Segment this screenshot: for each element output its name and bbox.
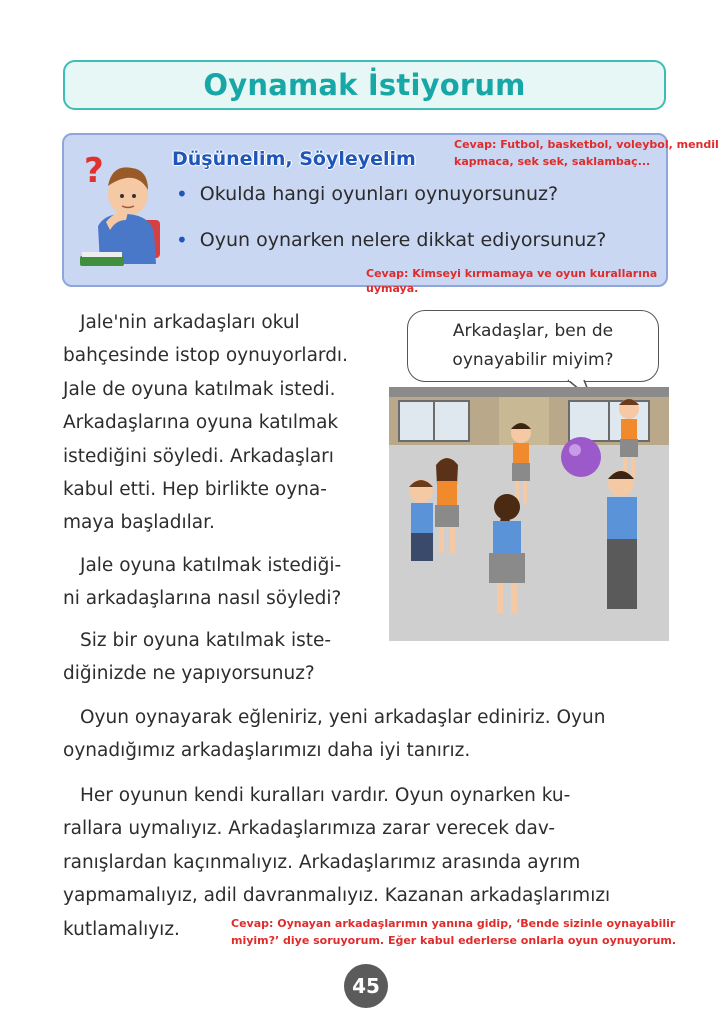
answer-2 — [366, 266, 657, 296]
question-mark-icon: ? — [84, 151, 104, 191]
question-2-text — [63, 624, 331, 691]
page-title: Oynamak İstiyorum — [203, 68, 526, 102]
question-bullet-2 — [176, 228, 606, 252]
text-line: istediğini söyledi. Arkadaşları — [63, 445, 334, 467]
answer-line: Cevap: Oynayan arkadaşlarımın yanına gidip, ‘Bende sizinle oynayabilir — [231, 917, 676, 930]
playground-illustration — [389, 387, 669, 641]
text-line: diğinizde ne yapıyorsunuz? — [63, 663, 315, 685]
answer-line: miyim?’ diye soruyorum. Eğer kabul ederlerse onlarla oyun oynuyorum. — [231, 934, 677, 947]
text-line: Jale oyuna katılmak istediği- — [80, 555, 342, 576]
think-heading: Düşünelim, Söyleyelim — [172, 148, 416, 170]
text-line: ni arkadaşlarına nasıl söyledi? — [63, 588, 342, 610]
text-line: bahçesinde istop oynuyorlardı. — [63, 345, 348, 367]
question-bullet-1 — [176, 182, 558, 206]
text-line: Oyun oynayarak eğleniriz, yeni arkadaşlar ediniriz. Oyun — [80, 707, 606, 728]
answer-1 — [454, 136, 719, 170]
speech-bubble — [407, 310, 659, 382]
text-line: Jale de oyuna katılmak istedi. — [63, 378, 336, 400]
text-line: Siz bir oyuna katılmak iste- — [80, 630, 332, 651]
answer-line: Cevap: Futbol, basketbol, voleybol, mendil — [454, 138, 719, 151]
text-line: maya başladılar. — [63, 512, 215, 534]
text-line: Jale'nin arkadaşları okul — [80, 312, 300, 333]
bullet-dot-icon: • — [176, 228, 188, 252]
text-line: Arkadaşlarına oyuna katılmak — [63, 412, 339, 434]
bullet-dot-icon: • — [176, 182, 188, 206]
question-text: Okulda hangi oyunları oynuyorsunuz? — [199, 183, 559, 205]
question-text: Oyun oynarken nelere dikkat ediyorsunuz? — [199, 229, 607, 251]
bubble-line: oynayabilir miyim? — [452, 350, 614, 370]
text-line: oynadığımız arkadaşlarımızı daha iyi tanırız. — [63, 740, 471, 762]
text-line: kabul etti. Hep birlikte oyna- — [63, 479, 327, 501]
text-line: Her oyunun kendi kuralları vardır. Oyun oynarken ku- — [80, 785, 571, 806]
question-1-text — [63, 549, 341, 616]
ball — [561, 437, 601, 477]
text-line: rallara uymalıyız. Arkadaşlarımıza zarar verecek dav- — [63, 818, 556, 840]
text-line: kutlamalıyız. — [63, 918, 180, 940]
page-number: 45 — [344, 964, 388, 1008]
answer-line: uymaya. — [366, 282, 419, 295]
title-box — [63, 60, 666, 110]
story-text — [63, 306, 348, 540]
bubble-line: Arkadaşlar, ben de — [452, 321, 614, 341]
answer-line: Cevap: Kimseyi kırmamaya ve oyun kurallarına — [366, 267, 658, 280]
thinking-boy-illustration — [76, 146, 172, 274]
paragraph-1 — [63, 701, 605, 768]
text-line: yapmamalıyız, adil davranmalıyız. Kazanan arkadaşlarımızı — [63, 885, 611, 907]
text-line: ranışlardan kaçınmalıyız. Arkadaşlarımız arasında ayrım — [63, 851, 581, 873]
answer-line: kapmaca, sek sek, saklambaç... — [454, 155, 651, 168]
answer-3 — [231, 915, 676, 949]
